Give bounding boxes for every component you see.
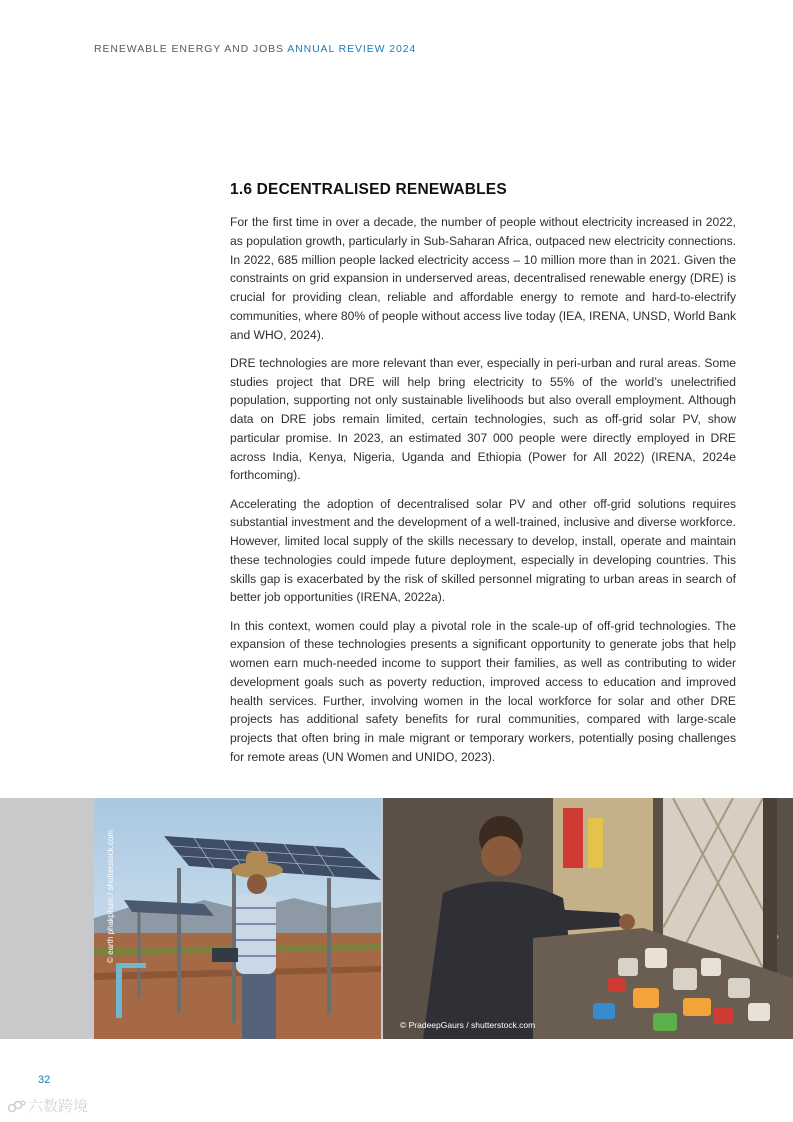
photo-workshop [383,798,793,1039]
right-photo-credit: © PradeepGaurs / shutterstock.com [400,1020,536,1030]
paragraph-3: Accelerating the adoption of decentralised solar PV and other off-grid solutions requires substantial investment and the development of a well-trained, inclusive and diverse workforce. However, limited local supply of the skills necessary to develop, install, operate and maintain these technologies could impede future deployment, especially in developing countries. This skills gap is exacerbated by the risk of skilled personnel migrating to urban areas in search of better job opportunities (IRENA, 2022a). [230,496,736,605]
paragraph-1: For the first time in over a decade, the number of people without electricity increased in 2022, as population growth, particularly in Sub-Saharan Africa, outpaced new electricity connections. In 2022, 685 million people lacked electricity access – 10 million more than in 2021. Given the constraints on grid expansion in underserved areas, decentralised renewable energy (DRE) is crucial for providing clean, reliable and affordable energy to remote and hard-to-electrify communities, where 80% of people without access live today (IEA, IRENA, UNSD, World Bank and WHO, 2024). [230,215,736,342]
photo-band [0,798,793,1039]
header-title-highlight: ANNUAL REVIEW 2024 [287,43,417,55]
photo-solar-field [94,798,381,1039]
paragraph-4: In this context, women could play a pivotal role in the scale-up of off-grid technologies. The expansion of these technologies presents a significant opportunity to generate jobs that help women earn much-needed income to support their families, as well as contributing to wider development goals such as poverty reduction, improved access to education and improved health services. Further, involving women in the local workforce for solar and other DRE projects has additional safety benefits for rural communities, compared with large-scale projects that often bring in male migrant or temporary workers, potentially posing challenges for remote areas (UN Women and UNIDO, 2023). [230,618,736,764]
header-title: RENEWABLE ENERGY AND JOBS [94,43,288,55]
watermark [8,1095,88,1116]
watermark-text: 六数跨境 [28,1098,89,1115]
section-heading: 1.6 DECENTRALISED RENEWABLES [230,181,507,198]
watermark-logo-icon [8,1099,26,1113]
section-body [230,213,736,776]
running-header [94,43,416,55]
page-number: 32 [38,1074,51,1086]
left-photo-credit: © earth phakphum / shutterstock.com [106,829,115,963]
paragraph-2: DRE technologies are more relevant than ever, especially in peri-urban and rural areas. Some studies project that DRE will help bring electricity to 55% of the world’s unelectrified population, supporting not only sustainable livelihoods but also overall employment. Although data on DRE jobs remain limited, certain technologies, such as off-grid solar PV, show particular promise. In 2023, an estimated 307 000 people were directly employed in DRE across India, Kenya, Nigeria, Uganda and Ethiopia (Power for All 2022) (IRENA, 2024e forthcoming). [230,355,736,483]
